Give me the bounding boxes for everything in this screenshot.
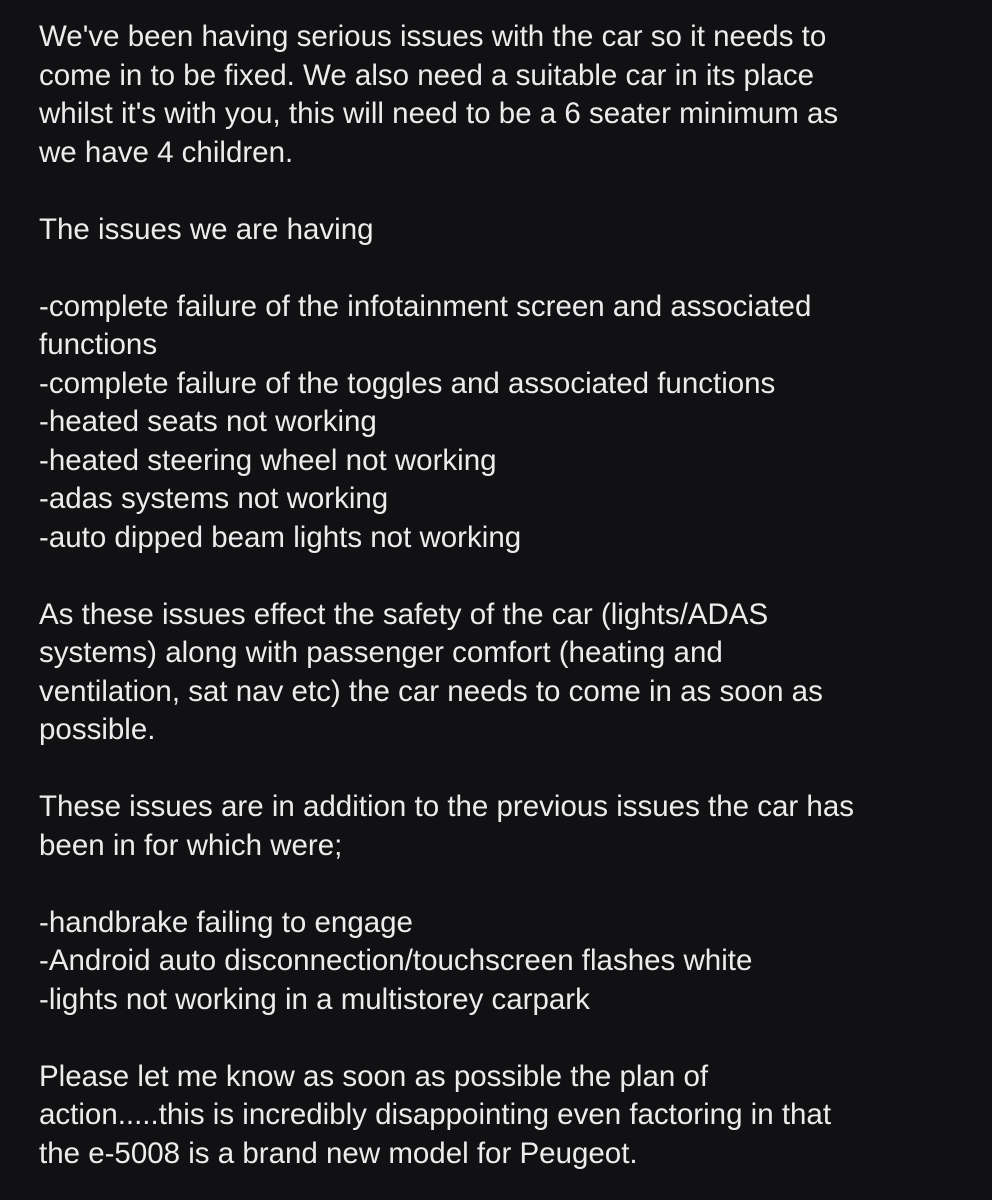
current-issue-item: -auto dipped beam lights not working: [39, 520, 522, 554]
issues-heading: [39, 211, 959, 250]
previous-issues-list: [39, 904, 959, 1020]
paragraph-gap: [39, 865, 959, 904]
intro-line: We've been having serious issues with the car so it needs to: [39, 20, 827, 53]
safety-line: possible.: [39, 713, 156, 746]
paragraph-gap: [39, 1019, 959, 1058]
previous-issue-item: -lights not working in a multistorey carpark: [39, 982, 590, 1016]
closing-line: action.....this is incredibly disappointing even factoring in that: [39, 1098, 832, 1131]
previous-line: These issues are in addition to the previous issues the car has: [39, 790, 854, 823]
previous-paragraph: [39, 788, 959, 865]
current-issue-item: -adas systems not working: [39, 482, 389, 515]
intro-paragraph: [39, 18, 959, 172]
safety-line: systems) along with passenger comfort (heating and: [39, 636, 723, 669]
closing-paragraph: [39, 1058, 959, 1174]
intro-line: whilst it's with you, this will need to be a 6 seater minimum as: [39, 97, 839, 130]
message-body: [39, 18, 959, 1173]
closing-line: Please let me know as soon as possible the plan of: [39, 1059, 709, 1093]
current-issue-item: -complete failure of the infotainment screen and associated functions: [39, 289, 812, 361]
safety-line: ventilation, sat nav etc) the car needs to come in as soon as: [39, 674, 823, 708]
previous-issue-item: -Android auto disconnection/touchscreen flashes white: [39, 944, 753, 977]
paragraph-gap: [39, 557, 959, 596]
paragraph-gap: [39, 172, 959, 211]
closing-line: the e-5008 is a brand new model for Peugeot.: [39, 1136, 638, 1170]
safety-line: As these issues effect the safety of the car (lights/ADAS: [39, 597, 769, 631]
paragraph-gap: [39, 750, 959, 789]
intro-line: we have 4 children.: [39, 135, 294, 169]
current-issue-item: -heated seats not working: [39, 405, 377, 438]
paragraph-gap: [39, 249, 959, 288]
issues-heading-text: The issues we are having: [39, 212, 374, 246]
current-issues-list: [39, 288, 959, 558]
current-issue-item: -heated steering wheel not working: [39, 443, 497, 477]
safety-paragraph: [39, 596, 959, 750]
current-issue-item: -complete failure of the toggles and associated functions: [39, 366, 776, 400]
intro-line: come in to be fixed. We also need a suitable car in its place: [39, 58, 815, 92]
previous-line: been in for which were;: [39, 828, 343, 862]
previous-issue-item: -handbrake failing to engage: [39, 905, 413, 939]
